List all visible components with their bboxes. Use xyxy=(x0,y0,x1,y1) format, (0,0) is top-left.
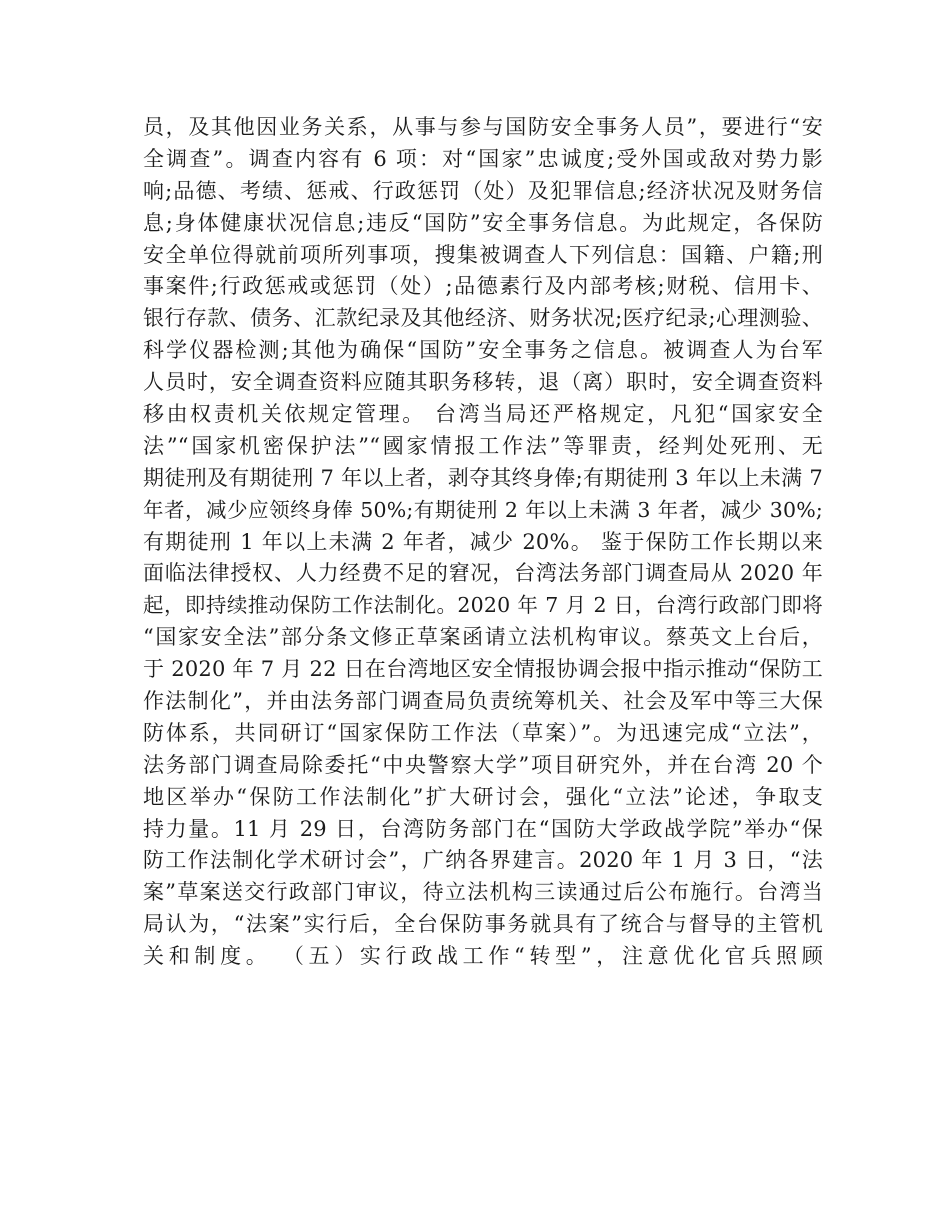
text-line: 地区举办“保防工作法制化”扩大研讨会，强化“立法”论述，争取支 xyxy=(143,784,823,809)
text-line: 持力量。11 月 29 日，台湾防务部门在“国防大学政战学院”举办“保 xyxy=(143,816,823,841)
text-line: 关和制度。 （五）实行政战工作“转型”，注意优化官兵照顾 xyxy=(143,944,823,969)
text-line: 安全单位得就前项所列事项，搜集被调查人下列信息：国籍、户籍;刑 xyxy=(143,242,823,267)
text-line: 作法制化”，并由法务部门调查局负责统筹机关、社会及军中等三大保 xyxy=(143,689,823,714)
text-line: 事案件;行政惩戒或惩罚（处）;品德素行及内部考核;财税、信用卡、 xyxy=(143,274,823,299)
text-line: “国家安全法”部分条文修正草案函请立法机构审议。蔡英文上台后， xyxy=(143,625,823,650)
text-line: 有期徒刑 1 年以上未满 2 年者，减少 20%。 鉴于保防工作长期以来 xyxy=(143,529,823,554)
text-line: 科学仪器检测;其他为确保“国防”安全事务之信息。被调查人为台军 xyxy=(143,338,823,363)
text-line: 银行存款、债务、汇款纪录及其他经济、财务状况;医疗纪录;心理测验、 xyxy=(143,306,823,331)
text-line: 移由权责机关依规定管理。 台湾当局还严格规定，凡犯“国家安全 xyxy=(143,402,823,427)
text-line: 员，及其他因业务关系，从事与参与国防安全事务人员”，要进行“安 xyxy=(143,115,823,139)
text-line: 期徒刑及有期徒刑 7 年以上者，剥夺其终身俸;有期徒刑 3 年以上未满 7 xyxy=(143,465,823,490)
text-line: 年者，减少应领终身俸 50%;有期徒刑 2 年以上未满 3 年者，减少 30%; xyxy=(143,497,823,522)
text-line: 起，即持续推动保防工作法制化。2020 年 7 月 2 日，台湾行政部门即将 xyxy=(143,593,823,618)
text-line: 法”“国家机密保护法”“國家情报工作法”等罪责，经判处死刑、无 xyxy=(143,433,823,458)
text-line: 息;身体健康状况信息;违反“国防”安全事务信息。为此规定，各保防 xyxy=(143,210,823,235)
text-line: 面临法律授权、人力经费不足的窘况，台湾法务部门调查局从 2020 年 xyxy=(143,561,823,586)
text-line: 于 2020 年 7 月 22 日在台湾地区安全情报协调会报中指示推动“保防工 xyxy=(143,657,823,682)
text-line: 人员时，安全调查资料应随其职务移转，退（离）职时，安全调查资料 xyxy=(143,370,823,395)
text-line: 防体系，共同研订“国家保防工作法（草案）”。为迅速完成“立法”， xyxy=(143,720,823,745)
text-line: 局认为，“法案”实行后，全台保防事务就具有了统合与督导的主管机 xyxy=(143,912,823,937)
text-line: 案”草案送交行政部门审议，待立法机构三读通过后公布施行。台湾当 xyxy=(143,880,823,905)
text-line: 防工作法制化学术研讨会”，广纳各界建言。2020 年 1 月 3 日，“法 xyxy=(143,848,823,873)
body-text xyxy=(143,112,823,973)
text-line: 法务部门调查局除委托“中央警察大学”项目研究外，并在台湾 20 个 xyxy=(143,752,823,777)
text-line: 全调查”。调查内容有 6 项：对“国家”忠诚度;受外国或敌对势力影 xyxy=(143,146,823,171)
text-line: 响;品德、考绩、惩戒、行政惩罚（处）及犯罪信息;经济状况及财务信 xyxy=(143,178,823,203)
